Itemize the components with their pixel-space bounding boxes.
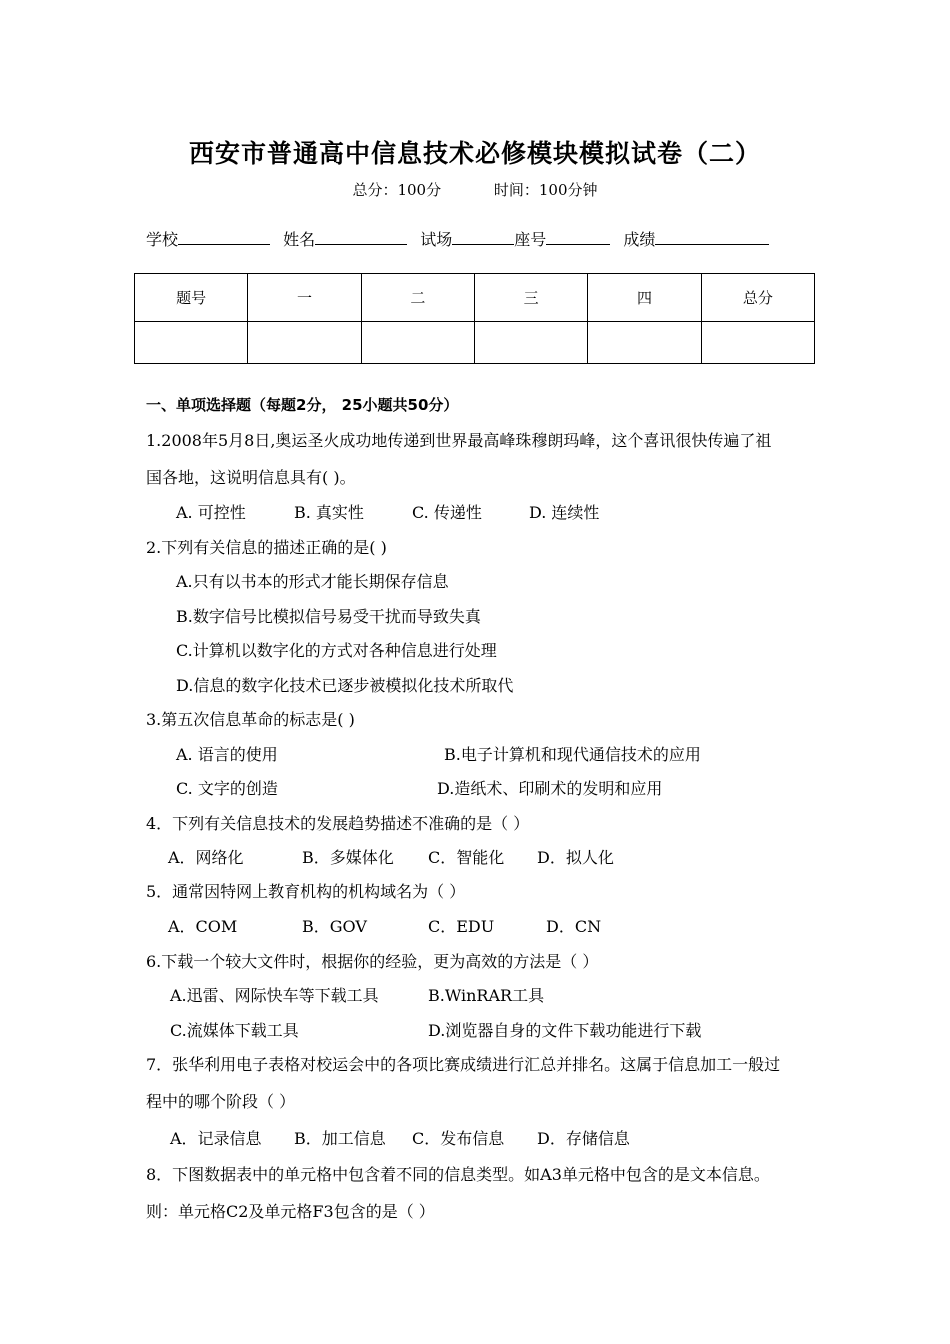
score-table (134, 273, 815, 364)
score-cell[interactable] (588, 322, 701, 364)
score-cell[interactable] (474, 322, 587, 364)
option-c: C．智能化 (428, 848, 505, 867)
question-2-stem: 2.下列有关信息的描述正确的是( ) (146, 538, 387, 557)
option-d: D. 连续性 (529, 503, 600, 522)
question-7-stem: 7．张华利用电子表格对校运会中的各项比赛成绩进行汇总并排名。这属于信息加工一般过 (146, 1055, 781, 1074)
room-blank[interactable] (452, 230, 514, 245)
option-c: C．EDU (428, 917, 495, 936)
question-7-stem-cont: 程中的哪个阶段（ ） (146, 1092, 296, 1111)
score-table-entry-row (135, 322, 815, 364)
option-a: A. 可控性 (176, 503, 246, 522)
option-b: B.数字信号比模拟信号易受干扰而导致失真 (176, 607, 481, 626)
score-cell[interactable] (248, 322, 361, 364)
score-label: 成绩 (623, 230, 656, 249)
school-label: 学校 (146, 230, 179, 249)
option-c: C．发布信息 (412, 1129, 505, 1148)
score-table-header: 四 (588, 274, 701, 322)
option-d: D.造纸术、印刷术的发明和应用 (437, 779, 663, 798)
room-label: 试场 (420, 230, 453, 249)
option-d: D．拟人化 (537, 848, 614, 867)
option-c: C.流媒体下载工具 (170, 1021, 299, 1040)
score-table-header: 题号 (135, 274, 248, 322)
question-8-stem-cont: 则：单元格C2及单元格F3包含的是（ ） (146, 1202, 435, 1221)
score-table-header-row (135, 274, 815, 322)
option-c: C. 传递性 (412, 503, 482, 522)
option-c: C. 文字的创造 (176, 779, 278, 798)
exam-title: 西安市普通高中信息技术必修模块模拟试卷（二） (188, 139, 761, 168)
option-c: C.计算机以数字化的方式对各种信息进行处理 (176, 641, 497, 660)
option-b: B．多媒体化 (302, 848, 394, 867)
time-label: 时间：100分钟 (493, 181, 598, 199)
question-4-stem: 4．下列有关信息技术的发展趋势描述不准确的是（ ） (146, 814, 530, 833)
score-cell[interactable] (135, 322, 248, 364)
total-score-label: 总分：100分 (352, 181, 442, 199)
seat-blank[interactable] (546, 230, 610, 245)
option-a: A．网络化 (168, 848, 244, 867)
question-8-stem: 8．下图数据表中的单元格中包含着不同的信息类型。如A3单元格中包含的是文本信息。 (146, 1165, 770, 1184)
option-b: B.WinRAR工具 (428, 986, 545, 1005)
option-d: D.信息的数字化技术已逐步被模拟化技术所取代 (176, 676, 514, 695)
question-5-stem: 5．通常因特网上教育机构的机构域名为（ ） (146, 882, 466, 901)
score-cell[interactable] (701, 322, 814, 364)
option-b: B．GOV (302, 917, 367, 936)
question-6-stem: 6.下载一个较大文件时，根据你的经验，更为高效的方法是（ ） (146, 952, 599, 971)
option-d: D．CN (546, 917, 602, 936)
option-a: A．COM (168, 917, 238, 936)
score-table-header: 三 (474, 274, 587, 322)
option-b: B. 真实性 (294, 503, 364, 522)
exam-subtitle (0, 179, 950, 200)
option-a: A. 语言的使用 (176, 745, 278, 764)
seat-label: 座号 (514, 230, 547, 249)
section-heading: 一、单项选择题（每题2分， 25小题共50分） (146, 396, 459, 414)
question-1-stem: 1.2008年5月8日,奥运圣火成功地传递到世界最高峰珠穆朗玛峰，这个喜讯很快传遍了祖 (146, 431, 772, 450)
option-b: B.电子计算机和现代通信技术的应用 (444, 745, 701, 764)
student-info-line (146, 227, 777, 250)
score-blank[interactable] (655, 230, 769, 245)
option-b: B．加工信息 (294, 1129, 386, 1148)
option-d: D.浏览器自身的文件下载功能进行下载 (428, 1021, 702, 1040)
option-d: D．存储信息 (537, 1129, 630, 1148)
name-blank[interactable] (315, 230, 407, 245)
option-a: A.迅雷、网际快车等下载工具 (170, 986, 379, 1005)
score-table-header: 二 (361, 274, 474, 322)
score-table-header: 总分 (701, 274, 814, 322)
score-cell[interactable] (361, 322, 474, 364)
question-1-stem-cont: 国各地，这说明信息具有( )。 (146, 468, 356, 487)
name-label: 姓名 (283, 230, 316, 249)
option-a: A.只有以书本的形式才能长期保存信息 (176, 572, 449, 591)
school-blank[interactable] (178, 230, 270, 245)
option-a: A．记录信息 (170, 1129, 262, 1148)
question-3-stem: 3.第五次信息革命的标志是( ) (146, 710, 355, 729)
score-table-header: 一 (248, 274, 361, 322)
